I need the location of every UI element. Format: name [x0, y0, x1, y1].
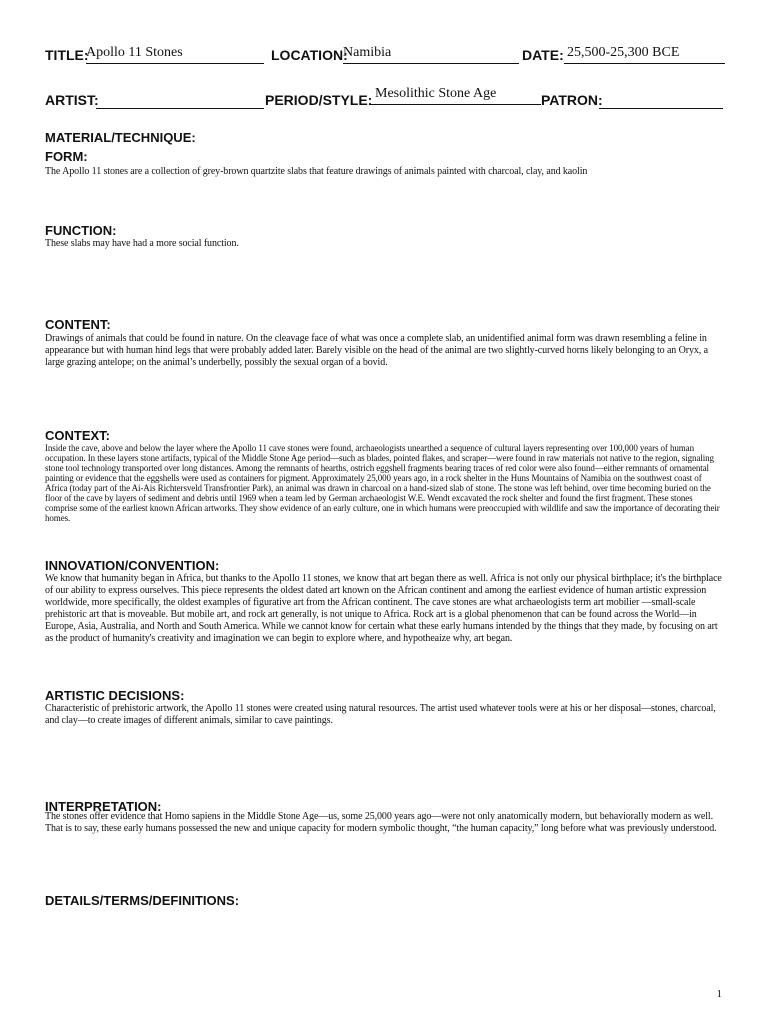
location-field[interactable]: Namibia — [343, 44, 519, 64]
function-text: These slabs may have had a more social function. — [45, 238, 239, 249]
patron-field[interactable] — [599, 89, 723, 109]
period-style-label: PERIOD/STYLE: — [265, 92, 373, 108]
artistic-decisions-heading: ARTISTIC DECISIONS: — [45, 688, 185, 703]
context-text: Inside the cave, above and below the layer where the Apollo 11 cave stones were found, archaeologists unearthed a sequence of cultural layers representing over 100,000 years of human occupation. In these layers stone artifacts, typical of the Middle Stone Age period—such as blades, pointed flakes, and scraper—were found in raw materials not native to the region, signaling stone tool technology transported over long distances. Among the remnants of hearths, ostrich eggshell fragments bearing traces of red color were also found—either remnants of ornamental painting or evidence that the eggshells were used as containers for pigment. Approximately 25,000 years ago, in a rock shelter in the Huns Mountains of Namibia on the southwest coast of Africa (today part of the Ai-Ais Richtersveld Transfrontier Park), an animal was drawn in charcoal on a hand-sized slab of stone. The stone was left behind, over time becoming buried on the floor of the cave by layers of sediment and debris until 1969 when a team led by German archaeologist W.E. Wendt excavated the rock shelter and found the first fragment. These stones comprise some of the earliest known African artworks. They show evidence of an early culture, one in which humans were preoccupied with wildlife and saw the importance of decorating their homes. — [45, 443, 720, 523]
patron-label: PATRON: — [541, 92, 603, 108]
title-label: TITLE: — [45, 47, 89, 63]
page-number: 1 — [716, 988, 722, 1000]
title-field[interactable]: Apollo 11 Stones — [86, 44, 264, 64]
function-heading: FUNCTION: — [45, 223, 117, 238]
artistic-decisions-text: Characteristic of prehistoric artwork, the Apollo 11 stones were created using natural resources. The artist used whatever tools were at his or her disposal—stones, charcoal, and clay—to create images of different animals, similar to cave paintings. — [45, 703, 716, 726]
artist-label: ARTIST: — [45, 92, 99, 108]
innovation-convention-text: We know that humanity began in Africa, but thanks to the Apollo 11 stones, we know that art began there as well. Africa is not only our physical birthplace; it's the birthplace of our ability to express ourselves. This piece represents the oldest dated art known on the African continent and among the earliest evidence of human artistic expression worldwide, more specifically, the oldest examples of figurative art from the African continent. The cave stones are what archaeologists term art mobilier —small-scale prehistoric art that is moveable. But mobile art, and rock art generally, is not unique to Africa. Rock art is a global phenomenon that can be found across the World—in Europe, Asia, Australia, and North and South America. While we cannot know for certain what these early humans intended by the things that they made, by focusing on art as the product of humanity's creativity and imagination we can begin to explore where, and hypotheaize why, art began. — [45, 573, 722, 644]
interpretation-heading: INTERPRETATION: — [45, 799, 162, 814]
interpretation-text: The stones offer evidence that Homo sapiens in the Middle Stone Age—us, some 25,000 years ago—were not only anatomically modern, but behaviorally modern as well. That is to say, these early humans possessed the new and unique capacity for modern symbolic thought, “the human capacity,” long before what was previously understood. — [45, 811, 717, 834]
location-label: LOCATION: — [271, 47, 348, 63]
form-text: The Apollo 11 stones are a collection of grey-brown quartzite slabs that feature drawings of animals painted with charcoal, clay, and kaolin — [45, 166, 588, 177]
period-style-field[interactable]: Mesolithic Stone Age — [369, 85, 541, 105]
header-row-2 — [45, 86, 723, 111]
content-heading: CONTENT: — [45, 317, 111, 332]
header-row-1 — [45, 44, 723, 66]
details-terms-definitions-heading: DETAILS/TERMS/DEFINITIONS: — [45, 893, 240, 908]
innovation-convention-heading: INNOVATION/CONVENTION: — [45, 558, 220, 573]
date-field[interactable]: 25,500-25,300 BCE — [564, 44, 725, 64]
date-label: DATE: — [522, 47, 564, 63]
content-text: Drawings of animals that could be found in nature. On the cleavage face of what was once a complete slab, an unidentified animal form was drawn resembling a feline in appearance but with human hind legs that were probably added later. Barely visible on the head of the animal are two slightly-curved horns likely belonging to an Oryx, a large grazing antelope; on the animal’s underbelly, possibly the sexual organ of a bovid. — [45, 333, 708, 368]
form-heading: FORM: — [45, 149, 88, 164]
material-technique-heading: MATERIAL/TECHNIQUE: — [45, 130, 196, 145]
artist-field[interactable] — [96, 89, 264, 109]
context-heading: CONTEXT: — [45, 428, 110, 443]
